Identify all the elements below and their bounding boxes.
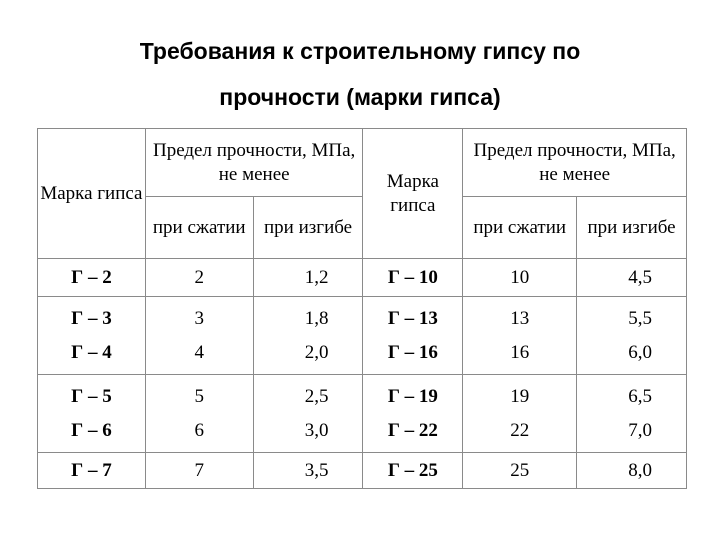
- table-cell-bending-pair: [577, 375, 687, 453]
- page-title-line-1: Требования к строительному гипсу по: [139, 38, 581, 64]
- gypsum-strength-table: [37, 128, 687, 489]
- table-cell-compression: 16: [510, 341, 530, 363]
- table-cell-brand: Г – 5: [71, 385, 112, 407]
- table-cell-brand: Г – 4: [71, 341, 112, 363]
- table-cell-compression: 22: [510, 419, 530, 441]
- header-compression-right: при сжатии: [463, 197, 577, 259]
- table-cell-bending: 2,5: [304, 385, 329, 407]
- table-cell-brand-pair: [363, 297, 463, 375]
- table-cell-compression: 10: [463, 259, 577, 297]
- table-cell-brand: Г – 22: [387, 419, 438, 441]
- table-cell-brand: Г – 19: [387, 385, 438, 407]
- table-cell-compression: 25: [463, 453, 577, 489]
- table-cell-compression: 3: [194, 307, 204, 329]
- table-cell-brand: Г – 25: [363, 453, 463, 489]
- header-bending-left: при изгибе: [253, 197, 363, 259]
- table-cell-compression: 2: [145, 259, 253, 297]
- table-cell-brand: Г – 7: [38, 453, 146, 489]
- table-cell-brand-pair: [38, 375, 146, 453]
- table-cell-bending: 3,5: [253, 453, 363, 489]
- table-cell-bending: 7,0: [628, 419, 652, 441]
- table-cell-bending: 6,5: [628, 385, 652, 407]
- table-cell-compression-pair: [463, 297, 577, 375]
- table-cell-bending: 4,5: [577, 259, 687, 297]
- table-cell-compression: 6: [194, 419, 204, 441]
- table-cell-bending: 6,0: [628, 341, 652, 363]
- table-cell-compression-pair: [145, 375, 253, 453]
- table-cell-compression: 4: [194, 341, 204, 363]
- table-cell-bending: 2,0: [304, 341, 329, 363]
- header-strength-left: Предел прочности, МПа, не менее: [145, 129, 363, 197]
- header-compression-left: при сжатии: [145, 197, 253, 259]
- table-cell-bending: 8,0: [577, 453, 687, 489]
- header-brand-right: Марка гипса: [363, 129, 463, 259]
- table-cell-bending: 5,5: [628, 307, 652, 329]
- table-cell-brand: Г – 3: [71, 307, 112, 329]
- header-strength-right: Предел прочности, МПа, не менее: [463, 129, 687, 197]
- table-cell-bending-pair: [253, 297, 363, 375]
- table-cell-brand: Г – 6: [71, 419, 112, 441]
- table-cell-bending: 1,2: [253, 259, 363, 297]
- table-cell-bending: 3,0: [304, 419, 329, 441]
- table-cell-brand-pair: [363, 375, 463, 453]
- page-title-line-2: прочности (марки гипса): [219, 84, 501, 110]
- header-brand-left: Марка гипса: [38, 129, 146, 259]
- table-cell-compression: 5: [194, 385, 204, 407]
- table-cell-brand-pair: [38, 297, 146, 375]
- table-cell-compression: 7: [145, 453, 253, 489]
- table-cell-compression: 13: [510, 307, 530, 329]
- table-cell-bending-pair: [253, 375, 363, 453]
- table-cell-bending: 1,8: [304, 307, 329, 329]
- table-cell-brand: Г – 2: [38, 259, 146, 297]
- table-cell-compression-pair: [145, 297, 253, 375]
- table-cell-compression-pair: [463, 375, 577, 453]
- header-bending-right: при изгибе: [577, 197, 687, 259]
- table-cell-brand: Г – 13: [387, 307, 438, 329]
- table-cell-bending-pair: [577, 297, 687, 375]
- table-cell-brand: Г – 10: [363, 259, 463, 297]
- table-cell-compression: 19: [510, 385, 530, 407]
- table-cell-brand: Г – 16: [387, 341, 438, 363]
